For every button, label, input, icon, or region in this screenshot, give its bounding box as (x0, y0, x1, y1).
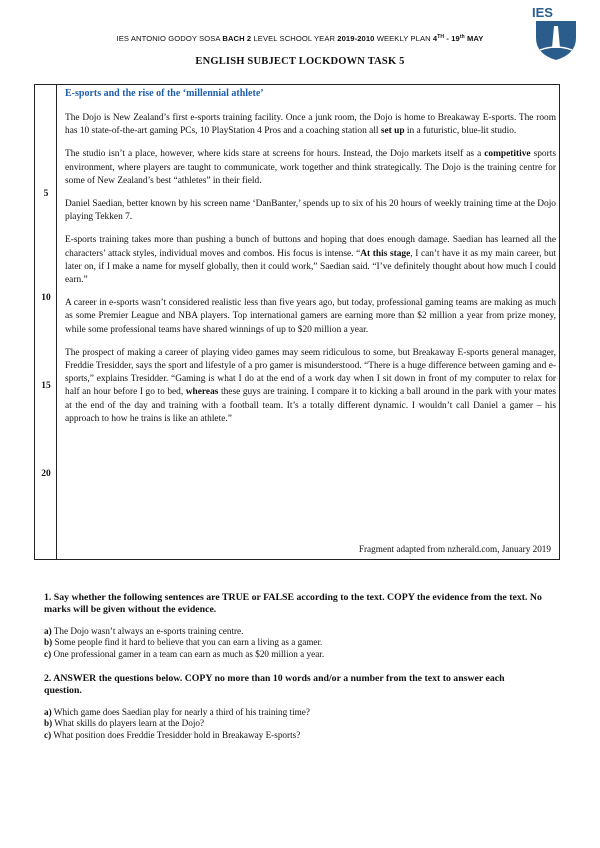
question-1-title: 1. Say whether the following sentences are TRUE or FALSE according to the text. COPY the evidence from the text. No marks will be given without the evidence. (44, 592, 542, 616)
line-number: 5 (43, 189, 49, 199)
question-2-item-a: a) Which game does Saedian play for nearly a third of his training time? (44, 706, 310, 717)
header-school: IES ANTONIO GODOY SOSA (116, 34, 223, 43)
paragraph-5: A career in e-sports wasn’t considered realistic less than five years ago, but today, professional gaming teams are making as much as some Premier League and NBA players. Top international gamers are earning more than $2 million a year from prize money, while some professional teams have shared winnings of up to $20 million a year. (65, 298, 556, 335)
article-content (65, 88, 556, 436)
line-number-column (35, 85, 57, 559)
question-2-item-b: b) What skills do players learn at the Dojo? (44, 718, 205, 729)
question-1-item-a: a) The Dojo wasn’t always an e-sports training centre. (44, 625, 244, 636)
question-1 (44, 592, 544, 661)
logo-text: IES (532, 5, 553, 20)
question-2-item-c: c) What position does Freddie Tresidder hold in Breakaway E-sports? (44, 730, 301, 740)
paragraph-4: E-sports training takes more than pushing a bunch of buttons and hoping that does enough damage. Saedian has learned all the characters’ attack styles, individual moves and combos. His focus is intense. “At this stage, I can’t have it as my main career, but later on, if I make a name for myself globally, then it could work,” Saedian said. “I’ve definitely thought about how much I could earn.” (65, 235, 556, 286)
header-level: BACH 2 (222, 34, 252, 43)
header-date-from: 4 (432, 34, 438, 43)
paragraph-1: The Dojo is New Zealand’s first e-sports training facility. Once a junk room, the Dojo is home to Breakaway E-sports. The room has 10 state-of-the-art gaming PCs, 10 PlayStation 4 Pros and a coaching station all set up in a futuristic, blue-lit studio. (65, 113, 556, 137)
question-1-item-b: b) Some people find it hard to believe that you can earn a living as a gamer. (44, 637, 323, 648)
header-year: 2019-2010 (337, 34, 375, 43)
page-header: IES ANTONIO GODOY SOSA BACH 2 LEVEL SCHOOL YEAR 2019-2010 WEEKLY PLAN 4TH - 19th MAY (116, 34, 484, 43)
paragraph-6: The prospect of making a career of playing video games may seem ridiculous to some, but Breakaway E-sports general manager, Freddie Tresidder, says the sport and lifestyle of a pro gamer is misunderstood. “There is a huge difference between gaming and e-sports,” explains Tresidder. “Gaming is what I do at the end of a work day when I sit down in front of my computer to relax for half an hour before I go to bed, whereas these guys are training. I compare it to kicking a ball around in the park with your mates at the end of the day and training with a football team. It’s a totally different dynamic. I wouldn’t call Daniel a gamer – his approach to how he trains is like an athlete.” (65, 347, 556, 424)
line-number: 20 (41, 469, 51, 479)
line-number: 10 (41, 293, 51, 303)
paragraph-2: The studio isn’t a place, however, where kids stare at screens for hours. Instead, the Dojo markets itself as a competitive sports environment, where players are taught to communicate, work together and think strategically. The Dojo is the training centre for some of New Zealand’s best “athletes” in their field. (65, 149, 556, 186)
line-number: 15 (41, 381, 51, 391)
question-1-item-c: c) One professional gamer in a team can earn as much as $20 million a year. (44, 649, 325, 659)
document-title: ENGLISH SUBJECT LOCKDOWN TASK 5 (195, 56, 405, 67)
school-logo (530, 4, 582, 62)
article-source: Fragment adapted from nzherald.com, January 2019 (358, 544, 551, 554)
paragraph-3: Daniel Saedian, better known by his screen name ‘DanBanter,’ spends up to six of his 20 hours of weekly training time at the Dojo playing Tekken 7. (65, 199, 556, 223)
header-date-to: 19 (451, 34, 460, 43)
question-2-title: 2. ANSWER the questions below. COPY no more than 10 words and/or a number from the text to answer each question. (44, 673, 505, 697)
article-title: E-sports and the rise of the ‘millennial athlete’ (65, 88, 264, 99)
question-2 (44, 673, 544, 742)
reading-text-box (34, 84, 560, 560)
header-month: MAY (464, 34, 484, 43)
